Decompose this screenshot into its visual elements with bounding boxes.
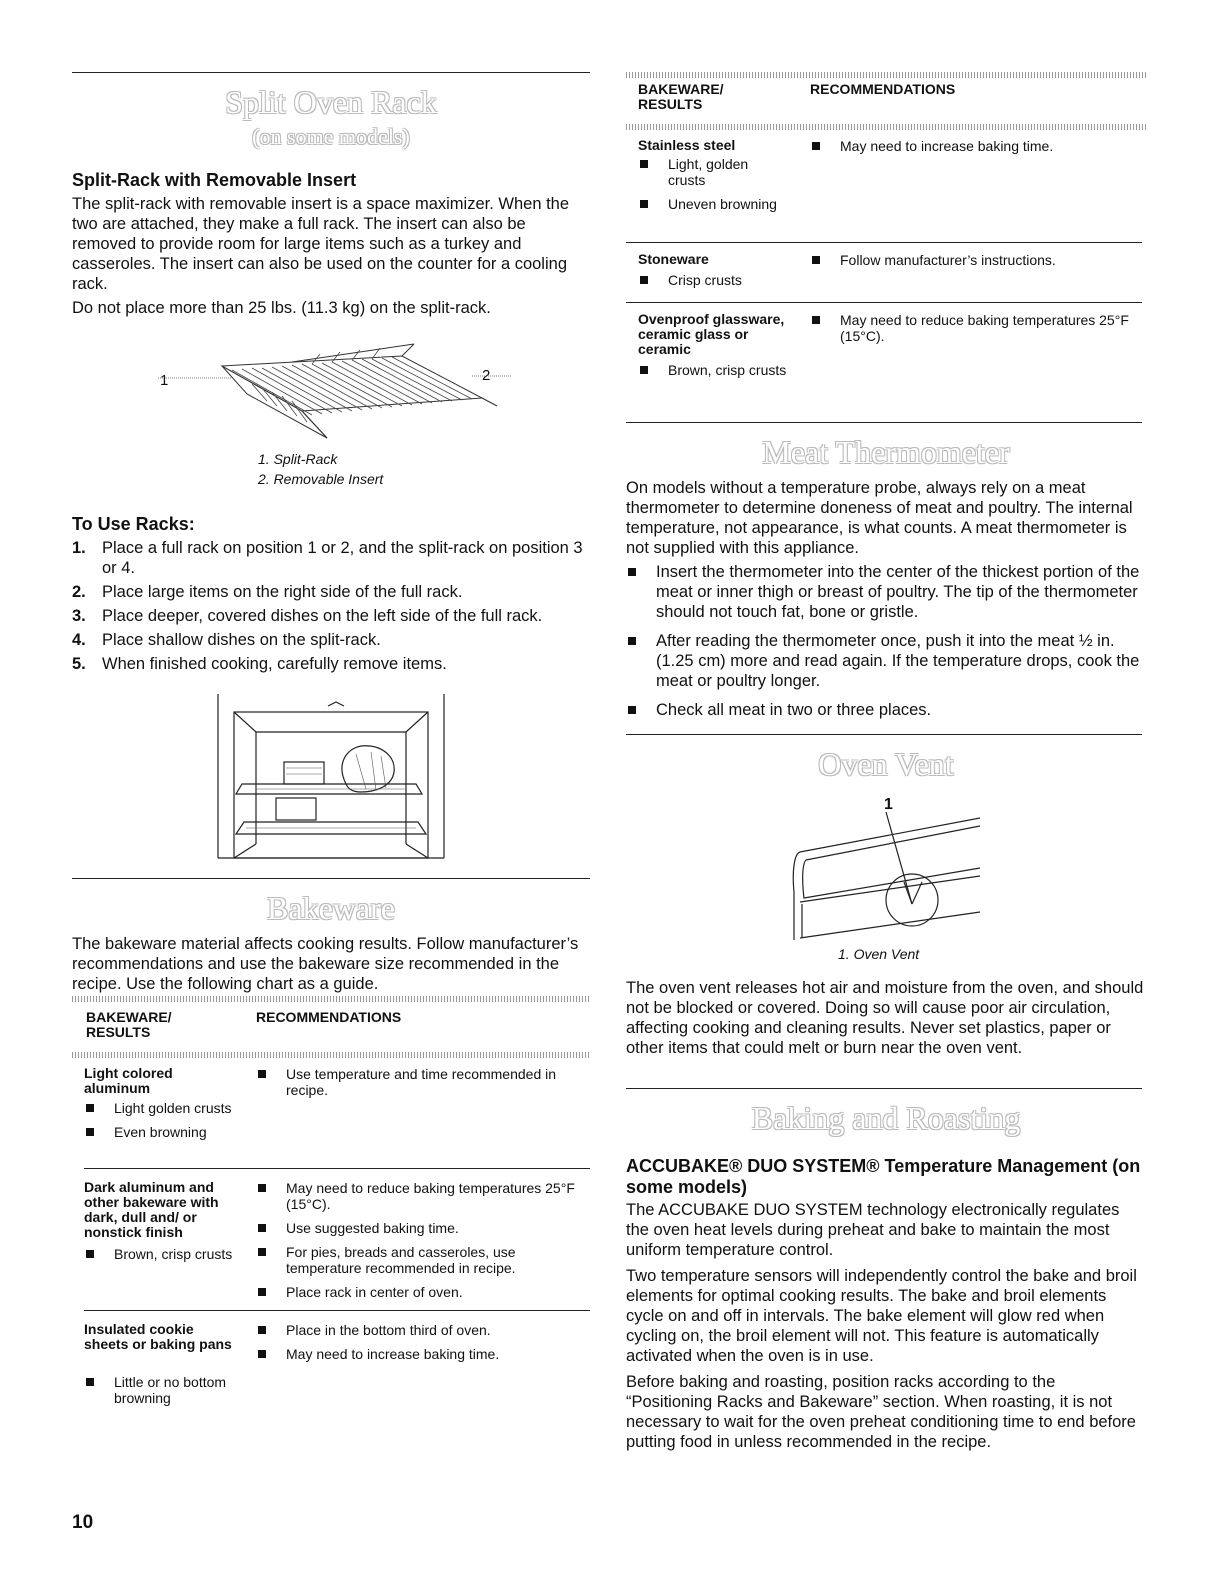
table-cell: Insulated cookie sheets or baking pans xyxy=(84,1321,232,1352)
table-row-divider xyxy=(84,1168,590,1169)
paragraph: The oven vent releases hot air and moisture from the oven, and should not be blocked or covered. Doing so will cause poor air circulation, affecting cooking and cleaning results. Never set plastics, paper or other items that could melt or burn near the oven vent. xyxy=(626,979,1144,1057)
table-row-divider xyxy=(84,1310,590,1311)
section-divider xyxy=(72,878,590,879)
paragraph: Do not place more than 25 lbs. (11.3 kg) on the split-rack. xyxy=(72,299,491,317)
table-header-rule xyxy=(72,1052,590,1058)
list-item: Place rack in center of oven. xyxy=(256,1284,576,1300)
results-list xyxy=(638,362,788,386)
list-item: Place in the bottom third of oven. xyxy=(256,1322,576,1338)
recommendations-list xyxy=(256,1066,576,1106)
column-header: BAKEWARE/ RESULTS xyxy=(86,1009,172,1040)
list-item: Insert the thermometer into the center of the thickest portion of the meat or inner thigh or breast of poultry. The tip of the thermometer should not touch fat, bone or gristle. xyxy=(626,562,1144,622)
list-item: Little or no bottom browning xyxy=(84,1374,234,1406)
list-item: May need to increase baking time. xyxy=(256,1346,576,1362)
callout-1: 1 xyxy=(884,796,893,813)
table-cell: Ovenproof glassware, ceramic glass or ceramic xyxy=(638,311,785,357)
list-item: Follow manufacturer’s instructions. xyxy=(810,252,1140,268)
section-title: Meat Thermometer xyxy=(762,434,1010,470)
figure-caption: 1. Split-Rack xyxy=(258,451,338,467)
list-item: Brown, crisp crusts xyxy=(84,1246,244,1262)
bullet-list xyxy=(626,562,1144,729)
list-item: 3. Place deeper, covered dishes on the left side of the full rack. xyxy=(72,607,543,625)
section-title: Baking and Roasting xyxy=(751,1100,1021,1136)
section-title: Split Oven Rack xyxy=(225,84,437,120)
table-cell: Stoneware xyxy=(638,251,709,267)
list-item: May need to increase baking time. xyxy=(810,138,1140,154)
list-item: May need to reduce baking temperatures 25°F (15°C). xyxy=(810,312,1130,344)
recommendations-list xyxy=(810,312,1130,352)
list-item: Even browning xyxy=(84,1124,244,1140)
list-item: Light, golden crusts xyxy=(638,156,788,188)
recommendations-list xyxy=(256,1322,576,1370)
table-cell: Dark aluminum and other bakeware with dark, dull and/ or nonstick finish xyxy=(84,1179,219,1240)
list-item: 4. Place shallow dishes on the split-rack. xyxy=(72,631,381,649)
list-item: After reading the thermometer once, push it into the meat ½ in. (1.25 cm) more and read again. If the temperature drops, cook the meat or poultry longer. xyxy=(626,631,1144,691)
results-list xyxy=(84,1246,244,1270)
table-top-rule xyxy=(72,996,590,1002)
column-header: BAKEWARE/ RESULTS xyxy=(638,81,724,112)
list-item: 1. Place a full rack on position 1 or 2, and the split-rack on position 3 or 4. xyxy=(72,539,583,577)
figure-caption: 1. Oven Vent xyxy=(838,946,920,962)
section-divider xyxy=(626,1088,1142,1089)
recommendations-list xyxy=(810,252,1140,276)
table-row-divider xyxy=(626,302,1142,303)
section-divider xyxy=(626,734,1142,735)
subheading: To Use Racks: xyxy=(72,514,195,534)
subheading: Split-Rack with Removable Insert xyxy=(72,170,357,190)
section-subtitle: (on some models) xyxy=(252,124,410,149)
oven-rack-illustration xyxy=(216,694,448,860)
section-divider xyxy=(626,422,1142,423)
list-item: Crisp crusts xyxy=(638,272,798,288)
results-list xyxy=(84,1374,234,1414)
subheading: ACCUBAKE® DUO SYSTEM® Temperature Management (on some models) xyxy=(626,1156,1141,1197)
column-header: RECOMMENDATIONS xyxy=(256,1009,402,1025)
list-item: May need to reduce baking temperatures 25°F (15°C). xyxy=(256,1180,576,1212)
table-top-rule xyxy=(626,72,1146,78)
list-item: Uneven browning xyxy=(638,196,788,212)
callout-2: 2 xyxy=(482,367,491,384)
recommendations-list xyxy=(256,1180,576,1308)
list-item: 2. Place large items on the right side of the full rack. xyxy=(72,583,463,601)
results-list xyxy=(638,156,788,220)
list-item: 5. When finished cooking, carefully remove items. xyxy=(72,655,447,673)
section-title: Oven Vent xyxy=(818,746,954,782)
paragraph: Before baking and roasting, position racks according to the “Positioning Racks and Bakeware” section. When roasting, it is not necessary to wait for the oven preheat conditioning time to end before putting food in unless recommended in the recipe. xyxy=(626,1373,1136,1451)
section-divider xyxy=(72,72,590,73)
list-item: Brown, crisp crusts xyxy=(638,362,788,378)
split-rack-illustration xyxy=(152,326,512,448)
table-cell: Light colored aluminum xyxy=(84,1065,173,1096)
paragraph: The bakeware material affects cooking results. Follow manufacturer’s recommendations and use the bakeware size recommended in the recipe. Use the following chart as a guide. xyxy=(72,935,579,993)
list-item: Light golden crusts xyxy=(84,1100,244,1116)
table-row-divider xyxy=(626,242,1142,243)
page-number: 10 xyxy=(72,1512,94,1533)
recommendations-list xyxy=(810,138,1140,162)
oven-vent-illustration xyxy=(786,812,986,944)
results-list xyxy=(638,272,798,296)
section-title: Bakeware xyxy=(267,890,395,926)
table-header-rule xyxy=(626,124,1146,130)
callout-1: 1 xyxy=(160,372,169,389)
figure-caption: 2. Removable Insert xyxy=(258,471,384,487)
paragraph: On models without a temperature probe, always rely on a meat thermometer to determine doneness of meat and poultry. The internal temperature, not appearance, is what counts. A meat thermometer is not supplied with this appliance. xyxy=(626,479,1133,557)
paragraph: Two temperature sensors will independently control the bake and broil elements for optimal cooking results. The bake and broil elements cycle on and off in intervals. The bake element will glow red when cycling on, the broil element will not. This feature is automatically activated when the oven is in use. xyxy=(626,1267,1137,1365)
column-header: RECOMMENDATIONS xyxy=(810,81,956,97)
list-item: Check all meat in two or three places. xyxy=(626,700,1144,720)
table-cell: Stainless steel xyxy=(638,137,736,153)
list-item: Use suggested baking time. xyxy=(256,1220,576,1236)
results-list xyxy=(84,1100,244,1148)
list-item: For pies, breads and casseroles, use temperature recommended in recipe. xyxy=(256,1244,576,1276)
list-item: Use temperature and time recommended in recipe. xyxy=(256,1066,576,1098)
steps-list xyxy=(72,538,590,678)
paragraph: The split-rack with removable insert is a space maximizer. When the two are attached, they make a full rack. The insert can also be removed to provide room for large items such as a turkey and casseroles. The insert can also be used on the counter for a cooling rack. xyxy=(72,195,570,293)
paragraph: The ACCUBAKE DUO SYSTEM technology electronically regulates the oven heat levels during preheat and bake to maintain the most uniform temperature control. xyxy=(626,1201,1120,1259)
